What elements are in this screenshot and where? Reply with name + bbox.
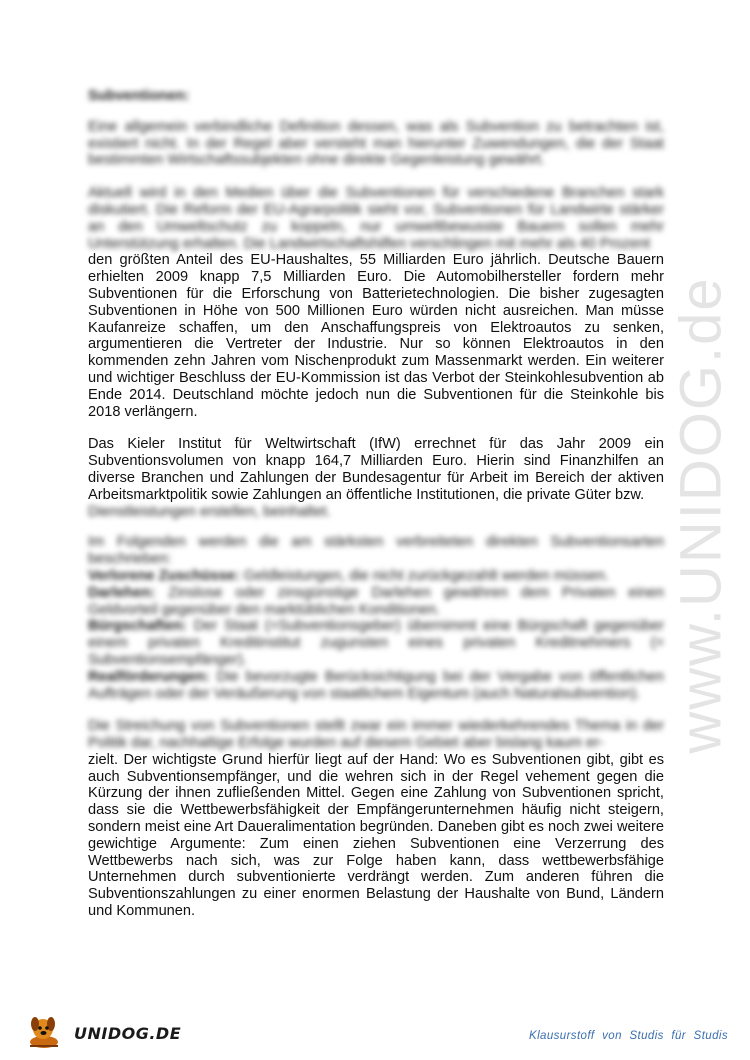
subsidy-types-intro: Im Folgenden werden die am stärksten verbreiteten direkten Subventionsarten beschrieben:	[88, 534, 664, 568]
subsidy-type-item: Verlorene Zuschüsse: Geldleistungen, die nicht zurückgezahlt werden müssen.	[88, 567, 609, 584]
paragraph-definition: Eine allgemein verbindliche Definition dessen, was als Subvention zu betrachten ist, existiert nicht. In der Regel aber versteht man hierunter Zuwendungen, die der Staat bestimmten Wirtschaftssubjekten ohne direkte Gegenleistung gewährt.	[88, 118, 664, 169]
subsidy-type-item: Bürgschaften: Der Staat (=Subventionsgeber) übernimmt eine Bürgschaft gegenüber einem privaten Kreditinstitut zugunsten eines privaten Kreditnehmers (= Subventionsempfänger).	[88, 618, 664, 668]
paragraph-ifw-blurred: Dienstleistungen erstellen, beinhaltet.	[88, 503, 331, 520]
paragraph-abolition-blurred: Die Streichung von Subventionen stellt zwar ein immer wiederkehrendes Thema in der Politik dar, nachhaltige Erfolge wurden auf diesem Gebiet aber bislang kaum er-	[88, 718, 664, 752]
unidog-logo	[24, 1012, 204, 1052]
document-title: Subventionen:	[88, 88, 190, 104]
paragraph-ifw: Das Kieler Institut für Weltwirtschaft (IfW) errechnet für das Jahr 2009 ein Subventionsvolumen von knapp 164,7 Milliarden Euro. Hierin sind Finanzhilfen an diverse Branchen und Zahlungen der Bundesagentur für Arbeit im Bereich der aktiven Arbeitsmarktpolitik sowie Zahlungen an öffentliche Institutionen, die private Güter bzw.	[88, 436, 664, 503]
subsidy-types-section	[88, 534, 664, 702]
document-body	[88, 88, 664, 920]
paragraph-abolition: zielt. Der wichtigste Grund hierfür liegt auf der Hand: Wo es Subventionen gibt, gibt es auch Subventionsempfänger, und die wehren sich in der Regel vehement gegen die Kürzung der ihnen zufließenden Mittel. Gegen eine Zahlung von Subventionen spricht, dass sie die Wettbewerbsfähigkeit der Empfängerunternehmen häufig nicht steigern, sondern meist eine Art Daueralimentation begründen. Daneben gibt es noch zwei weitere gewichtige Argumente: Zum einen ziehen Subventionen eine Verzerrung des Wettbewerbs nach sich, was zur Folge haben kann, dass wettbewerbsfähige Unternehmen durch subventionierte verdrängt werden. Zum anderen führen die Subventionszahlungen zu einer enormen Belastung der Haushalte von Bund, Ländern und Kommunen.	[88, 751, 664, 920]
brand-name: UNIDOG.DE	[74, 1024, 182, 1043]
paragraph-current: den größten Anteil des EU-Haushaltes, 55 Milliarden Euro jährlich. Deutsche Bauern erhielten 2009 knapp 7,5 Milliarden Euro. Die Automobilhersteller fordern mehr Subventionen für die Erforschung von Batterietechnologien. Die bisher zugesagten Subventionen in Höhe von 500 Millionen Euro würden nicht ausreichen. Man müsse Kaufanreize schaffen, um den Anschaffungspreis von Elektroautos zu senken, argumentieren die Vertreter der Industrie. Nur so können Elektroautos in den kommenden zehn Jahren vom Nischenprodukt zum Massenmarkt werden. Ein weiterer und wichtiger Beschluss der EU-Kommission ist das Verbot der Steinkohlesubvention ab Ende 2014. Deutschland möchte jedoch nun die Subventionen für die Steinkohle bis 2018 verlängern.	[88, 252, 664, 420]
footer-tagline: Klausurstoff von Studis für Studis	[529, 1030, 728, 1042]
paragraph-current-blurred: Aktuell wird in den Medien über die Subventionen für verschiedene Branchen stark diskutiert. Die Reform der EU-Agrarpolitik sieht vor, Subventionen für Landwirte stärker an den Umweltschutz zu koppeln, nur umweltbewusste Bauern sollen mehr Unterstützung erhalten. Die Landwirtschaftshilfen verschlingen mit mehr als 40 Prozent	[88, 185, 664, 252]
subsidy-type-item: Darlehen: Zinslose oder zinsgünstige Darlehen gewähren dem Privaten einen Geldvorteil gegenüber den marktüblichen Konditionen.	[88, 584, 664, 618]
watermark	[666, 276, 736, 754]
subsidy-type-item: Realförderungen: Die bevorzugte Berücksichtigung bei der Vergabe von öffentlichen Aufträgen oder der Veräußerung von staatlichem Eigentum (auch Naturalsubvention).	[88, 668, 664, 702]
watermark-text: www.UNIDOG.de	[668, 276, 734, 754]
dog-mascot-icon	[24, 1012, 64, 1052]
